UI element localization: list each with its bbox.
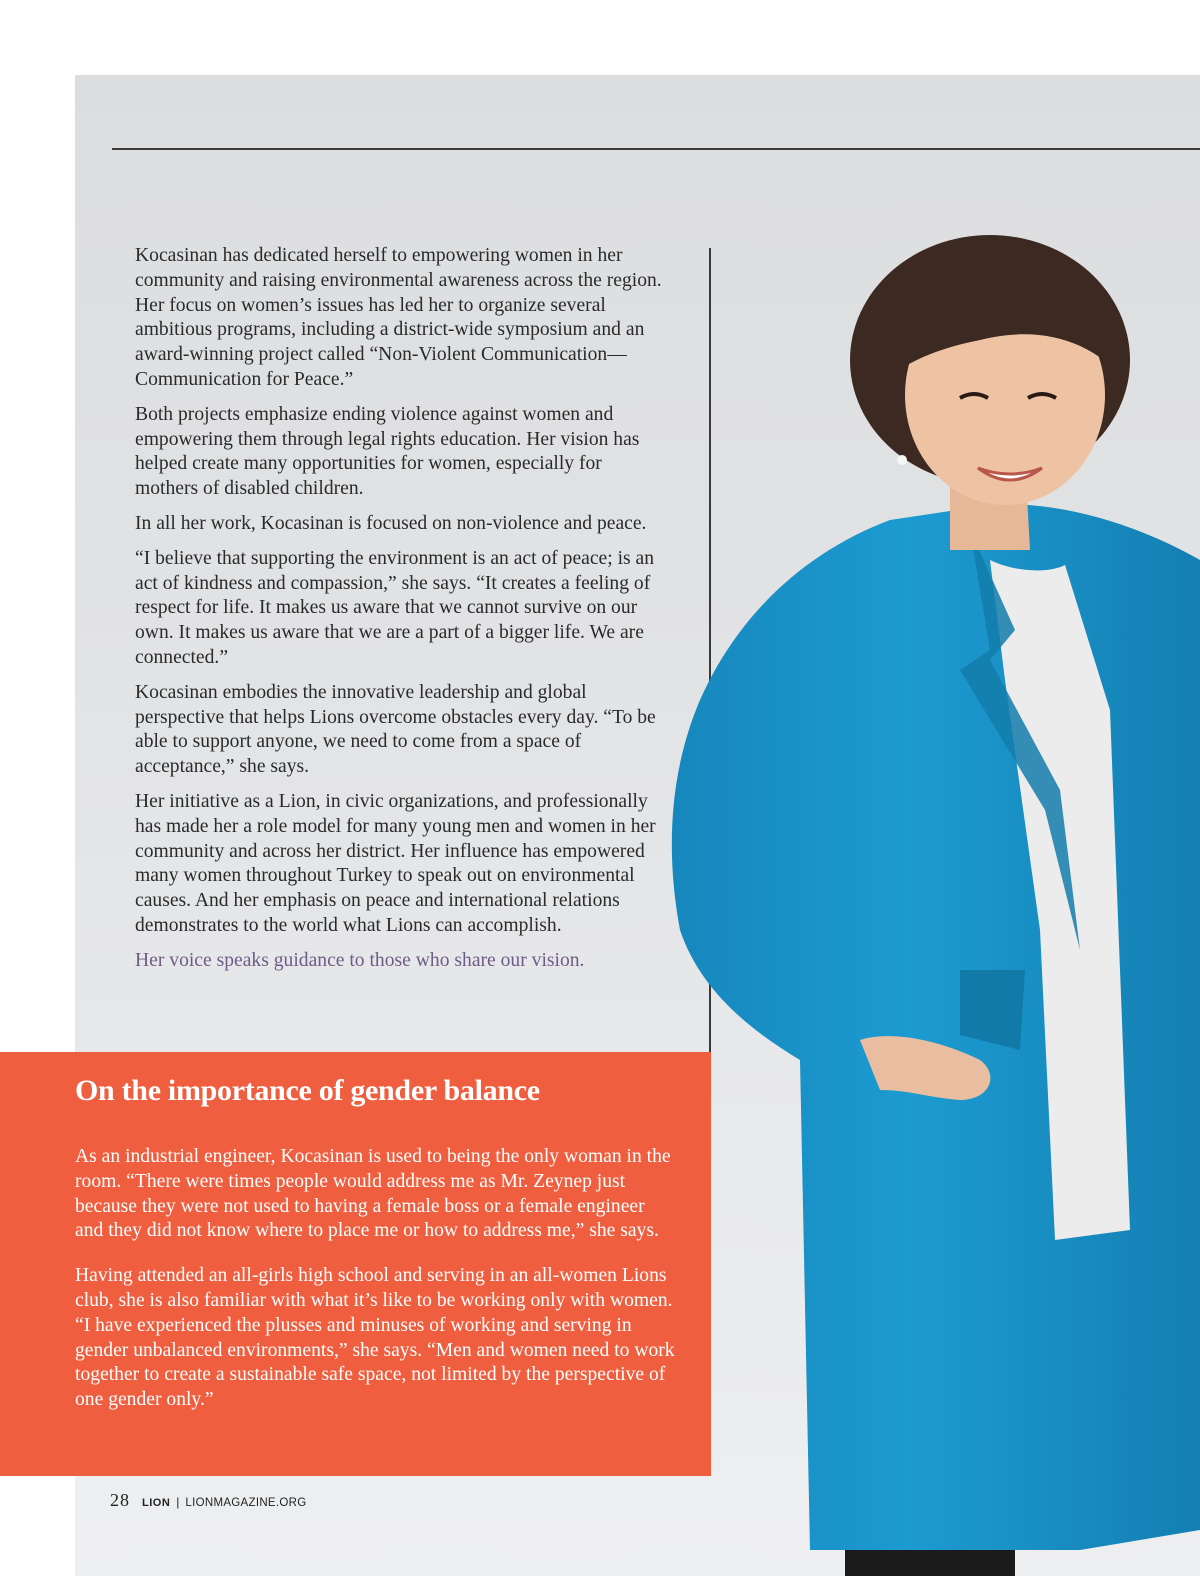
sidebar-paragraph: Having attended an all-girls high school and serving in an all-women Lions club, she is also familiar with what it’s like to be working only with women. “I have experienced the plusses and minuses of working and serving in gender unbalanced environments,” she says. “Men and women need to work together to create a sustainable safe space, not limited by the perspective of one gender only.” [75,1265,675,1411]
article-paragraph: Kocasinan has dedicated herself to empowering women in her community and raising environmental awareness across the region. Her focus on women’s issues has led her to organize several ambitious programs, including a district-wide symposium and an award-winning project called “Non-Violent Communication—Communication for Peace.” [135,245,662,390]
closing-line: Her voice speaks guidance to those who share our vision. [135,949,585,971]
article-paragraph: Kocasinan embodies the innovative leadership and global perspective that helps Lions overcome obstacles every day. “To be able to support anyone, we need to come from a space of acceptance,” she says. [135,681,656,778]
page-footer [110,1490,307,1516]
sidebar-body [75,1145,675,1433]
gender-balance-sidebar [0,1052,711,1476]
page-number: 28 [110,1490,130,1510]
magazine-website: LIONMAGAZINE.ORG [185,1497,307,1509]
earring-shape [897,455,907,465]
article-paragraph: Both projects emphasize ending violence against women and empowering them through legal rights education. Her vision has helped create many opportunities for women, especially for mothers of disabled children. [135,403,640,500]
footer-separator: | [176,1495,180,1509]
article-paragraph: Her initiative as a Lion, in civic organizations, and professionally has made her a role model for many young men and women in her community and across her district. Her influence has empowered many women throughout Turkey to speak out on environmental causes. And her emphasis on peace and international relations demonstrates to the world what Lions can accomplish. [135,790,656,936]
top-divider-line [112,148,1200,150]
article-body [135,244,665,984]
portrait-photo [660,230,1200,1576]
article-paragraph: “I believe that supporting the environment is an act of peace; is an act of kindness and compassion,” she says. “It creates a feeling of respect for life. It makes us aware that we cannot survive on our own. It makes us aware that we are a part of a bigger life. We are connected.” [135,547,655,668]
article-paragraph: In all her work, Kocasinan is focused on non-violence and peace. [135,512,647,534]
sidebar-heading: On the importance of gender balance [75,1074,540,1107]
magazine-name: LION [142,1497,171,1509]
sidebar-paragraph: As an industrial engineer, Kocasinan is used to being the only woman in the room. “There were times people would address me as Mr. Zeynep just because they were not used to having a female boss or a female engineer and they did not know where to place me or how to address me,” she says. [75,1146,671,1242]
